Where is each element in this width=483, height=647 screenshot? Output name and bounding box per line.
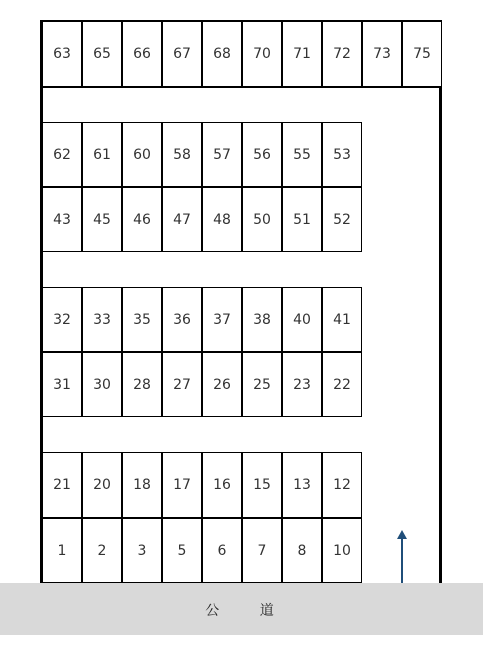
parking-space: 71: [282, 22, 322, 87]
parking-space: 3: [122, 518, 162, 583]
parking-space: 75: [402, 22, 442, 87]
top-row-divider: [42, 87, 440, 88]
parking-space: 27: [162, 352, 202, 417]
parking-space: 5: [162, 518, 202, 583]
parking-space: 23: [282, 352, 322, 417]
parking-space: 28: [122, 352, 162, 417]
parking-space: 50: [242, 187, 282, 252]
parking-space: 67: [162, 22, 202, 87]
parking-space: 26: [202, 352, 242, 417]
parking-space: 13: [282, 452, 322, 518]
parking-space: 17: [162, 452, 202, 518]
parking-space: 56: [242, 122, 282, 187]
public-road: [0, 583, 483, 635]
parking-space: 53: [322, 122, 362, 187]
parking-space: 40: [282, 287, 322, 352]
parking-space: 21: [42, 452, 82, 518]
parking-space: 15: [242, 452, 282, 518]
parking-space: 55: [282, 122, 322, 187]
arrow-up-icon: [396, 530, 408, 584]
parking-space: 20: [82, 452, 122, 518]
parking-space: 48: [202, 187, 242, 252]
parking-space: 18: [122, 452, 162, 518]
parking-space: 31: [42, 352, 82, 417]
parking-space: 47: [162, 187, 202, 252]
parking-space: 52: [322, 187, 362, 252]
parking-space: 8: [282, 518, 322, 583]
parking-space: 62: [42, 122, 82, 187]
parking-space: 38: [242, 287, 282, 352]
parking-space: 1: [42, 518, 82, 583]
parking-space: 25: [242, 352, 282, 417]
parking-space: 22: [322, 352, 362, 417]
parking-space: 33: [82, 287, 122, 352]
parking-space: 30: [82, 352, 122, 417]
road-label: 公 道: [205, 603, 292, 619]
parking-space: 35: [122, 287, 162, 352]
parking-space: 36: [162, 287, 202, 352]
parking-space: 12: [322, 452, 362, 518]
parking-space: 63: [42, 22, 82, 87]
parking-space: 58: [162, 122, 202, 187]
parking-space: 45: [82, 187, 122, 252]
parking-space: 57: [202, 122, 242, 187]
parking-space: 2: [82, 518, 122, 583]
parking-space: 65: [82, 22, 122, 87]
parking-space: 6: [202, 518, 242, 583]
parking-space: 7: [242, 518, 282, 583]
parking-space: 66: [122, 22, 162, 87]
parking-space: 46: [122, 187, 162, 252]
parking-space: 32: [42, 287, 82, 352]
parking-space: 70: [242, 22, 282, 87]
parking-space: 61: [82, 122, 122, 187]
parking-space: 16: [202, 452, 242, 518]
parking-space: 68: [202, 22, 242, 87]
parking-space: 72: [322, 22, 362, 87]
parking-space: 41: [322, 287, 362, 352]
parking-space: 37: [202, 287, 242, 352]
parking-space: 43: [42, 187, 82, 252]
parking-space: 10: [322, 518, 362, 583]
parking-space: 73: [362, 22, 402, 87]
parking-space: 51: [282, 187, 322, 252]
parking-space: 60: [122, 122, 162, 187]
